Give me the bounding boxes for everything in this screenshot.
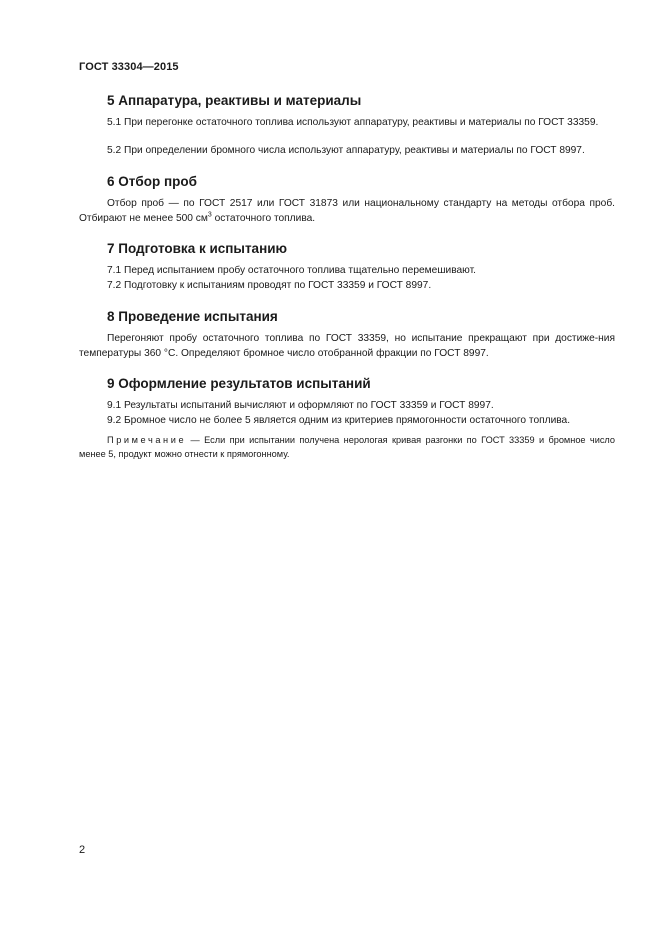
section-7-para-2: 7.2 Подготовку к испытаниям проводят по ГОСТ 33359 и ГОСТ 8997. — [107, 280, 432, 291]
section-8-title: 8 Проведение испытания — [107, 309, 278, 324]
section-6-text-b: остаточного топлива. — [211, 213, 316, 224]
section-6-text-a: Отбор проб — по ГОСТ 2517 или ГОСТ 31873 или национальному стандарту на методы отбора проб. Отбирают не менее 500 см — [79, 198, 615, 224]
cubic-superscript: 3 — [207, 211, 212, 219]
section-9-para-1: 9.1 Результаты испытаний вычисляют и оформляют по ГОСТ 33359 и ГОСТ 8997. — [107, 400, 494, 411]
document-header: ГОСТ 33304—2015 — [79, 61, 179, 73]
section-6-title: 6 Отбор проб — [107, 174, 197, 189]
section-5-para-2: 5.2 При определении бромного числа используют аппаратуру, реактивы и материалы по ГОСТ 8997. — [107, 145, 585, 156]
note-label: Примечание — [107, 435, 187, 445]
section-7-para-1: 7.1 Перед испытанием пробу остаточного топлива тщательно перемешивают. — [107, 265, 476, 276]
page-number: 2 — [79, 844, 86, 856]
section-5-title: 5 Аппаратура, реактивы и материалы — [107, 93, 362, 108]
section-9-para-2: 9.2 Бромное число не более 5 является одним из критериев прямогонности остаточного топлива. — [107, 415, 571, 426]
section-9-title: 9 Оформление результатов испытаний — [107, 376, 371, 391]
section-5-para-1: 5.1 При перегонке остаточного топлива используют аппаратуру, реактивы и материалы по ГОСТ 33359. — [107, 117, 599, 128]
section-8-para-1: Перегоняют пробу остаточного топлива по ГОСТ 33359, но испытание прекращают при достиже-ния температуры 360 °С. Определяют бромное число отобранной фракции по ГОСТ 8997. — [79, 333, 615, 359]
section-9-note — [79, 433, 615, 461]
note-text: — Если при испытании получена неpологая кривая разгонки по ГОСТ 33359 и бромное число менее 5, продукт можно отнести к прямогонному. — [79, 435, 615, 459]
section-7-title: 7 Подготовка к испытанию — [107, 241, 288, 256]
section-6-para-1 — [79, 196, 615, 226]
